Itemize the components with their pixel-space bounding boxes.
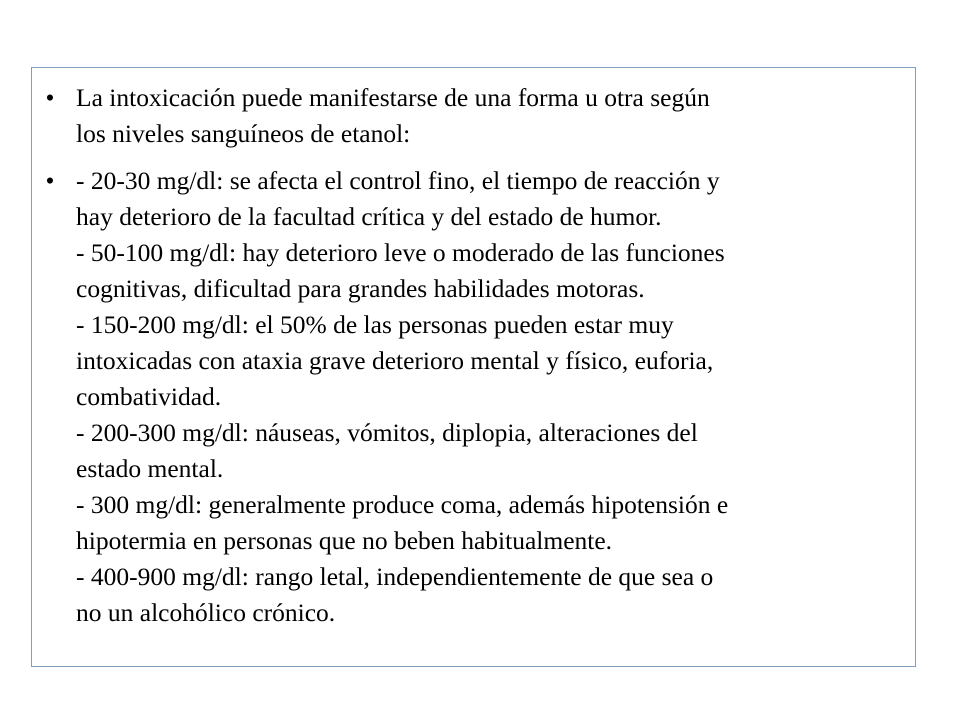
text-line: cognitivas, dificultad para grandes habilidades motoras. [76, 274, 645, 303]
text-line: - 200-300 mg/dl: náuseas, vómitos, diplopia, alteraciones del [76, 418, 698, 447]
text-line: - 50-100 mg/dl: hay deterioro leve o moderado de las funciones [76, 238, 725, 267]
text-line: - 400-900 mg/dl: rango letal, independientemente de que sea o [76, 562, 714, 591]
text-line: - 20-30 mg/dl: se afecta el control fino, el tiempo de reacción y [76, 166, 720, 195]
text-line: La intoxicación puede manifestarse de una forma u otra según [76, 83, 710, 112]
bullet-list [32, 80, 915, 642]
text-line: intoxicadas con ataxia grave deterioro mental y físico, euforia, [76, 346, 714, 375]
bullet-item-intro [32, 80, 915, 152]
text-line: hipotermia en personas que no beben habitualmente. [76, 526, 613, 555]
bullet-item-levels [32, 163, 915, 631]
text-line: - 150-200 mg/dl: el 50% de las personas pueden estar muy [76, 310, 674, 339]
content-box [31, 67, 916, 667]
text-line: los niveles sanguíneos de etanol: [76, 119, 411, 148]
text-line: hay deterioro de la facultad crítica y del estado de humor. [76, 202, 662, 231]
text-line: no un alcohólico crónico. [76, 598, 336, 627]
text-line: - 300 mg/dl: generalmente produce coma, además hipotensión e [76, 490, 729, 519]
text-line: combatividad. [76, 382, 222, 411]
bullet-marker: • [45, 166, 55, 195]
bullet-marker: • [45, 83, 55, 112]
text-line: estado mental. [76, 454, 224, 483]
